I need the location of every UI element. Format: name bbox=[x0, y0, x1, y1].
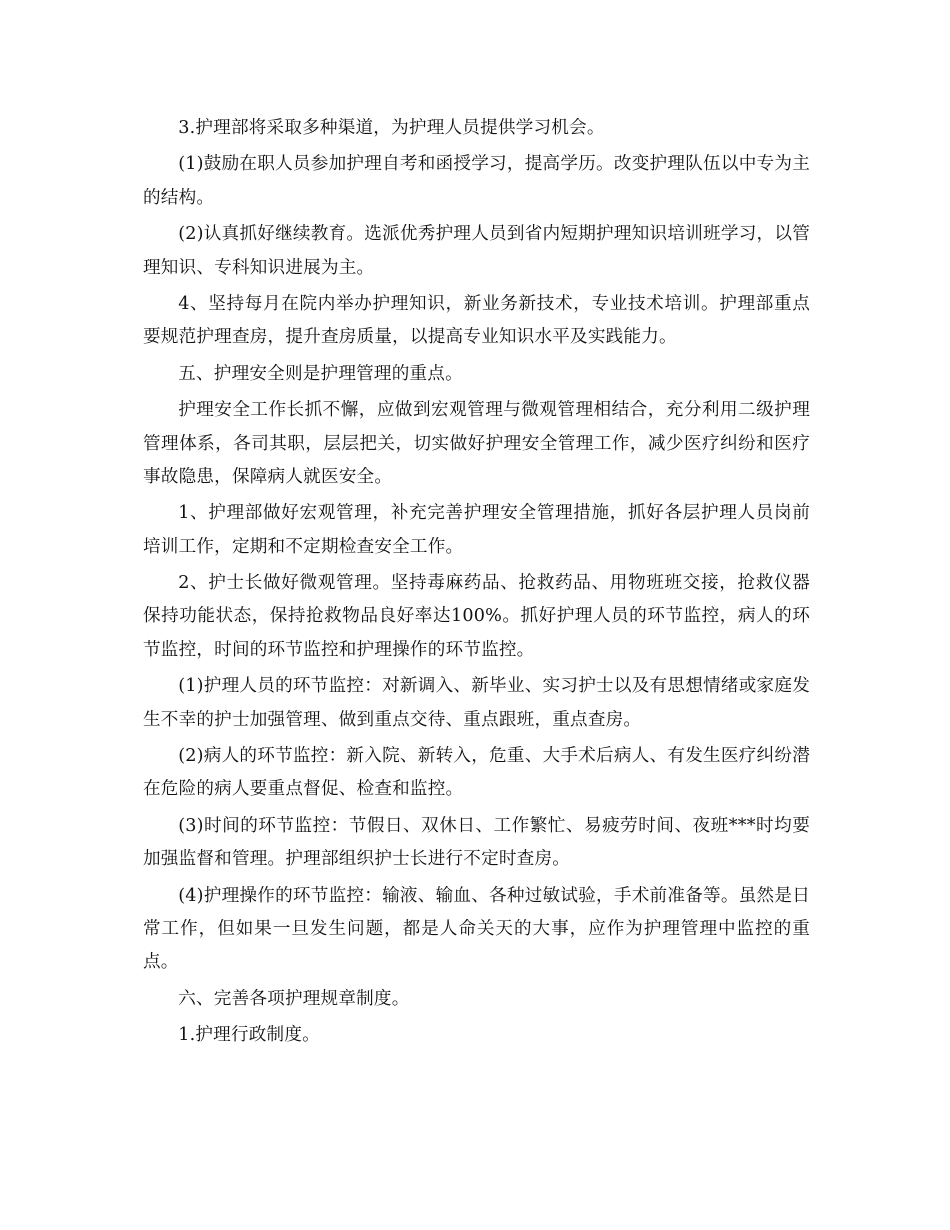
paragraph-macro-management: 1、护理部做好宏观管理，补充完善护理安全管理措施，抓好各层护理人员岗前培训工作，定期和不定期检查安全工作。 bbox=[143, 503, 810, 557]
paragraph-admin-rules: 1.护理行政制度。 bbox=[178, 1025, 320, 1046]
section-heading-safety: 五、护理安全则是护理管理的重点。 bbox=[178, 363, 463, 384]
paragraph-time-monitoring: (3)时间的环节监控：节假日、双休日、工作繁忙、易疲劳时间、夜班***时均要加强监督和管理。护理部组织护士长进行不定时查房。 bbox=[143, 815, 810, 870]
section-heading-regulations: 六、完善各项护理规章制度。 bbox=[178, 988, 410, 1009]
paragraph-safety-overview: 护理安全工作长抓不懈，应做到宏观管理与微观管理相结合，充分利用二级护理管理体系，各司其职，层层把关，切实做好护理安全管理工作，减少医疗纠纷和医疗事故隐患，保障病人就医安全。 bbox=[143, 400, 810, 487]
paragraph-staff-monitoring: (1)护理人员的环节监控：对新调入、新毕业、实习护士以及有思想情绪或家庭发生不幸的护士加强管理、做到重点交待、重点跟班，重点查房。 bbox=[143, 676, 810, 730]
paragraph-operation-monitoring: (4)护理操作的环节监控：输液、输血、各种过敏试验，手术前准备等。虽然是日常工作，但如果一旦发生问题，都是人命关天的大事，应作为护理管理中监控的重点。 bbox=[143, 885, 810, 973]
paragraph-micro-management: 2、护士长做好微观管理。坚持毒麻药品、抢救药品、用物班班交接，抢救仪器保持功能状态，保持抢救物品良好率达100%。抓好护理人员的环节监控，病人的环节监控，时间的环节监控和护理操作的环节监控。 bbox=[143, 573, 810, 660]
paragraph-continuing-education: (2)认真抓好继续教育。选派优秀护理人员到省内短期护理知识培训班学习，以管理知识、专科知识进展为主。 bbox=[143, 224, 810, 278]
paragraph-study-channels: 3.护理部将采取多种渠道，为护理人员提供学习机会。 bbox=[178, 118, 605, 138]
document-body bbox=[143, 112, 810, 1052]
paragraph-self-study: (1)鼓励在职人员参加护理自考和函授学习，提高学历。改变护理队伍以中专为主的结构。 bbox=[143, 154, 810, 208]
paragraph-patient-monitoring: (2)病人的环节监控：新入院、新转入，危重、大手术后病人、有发生医疗纠纷潜在危险的病人要重点督促、检查和监控。 bbox=[143, 746, 810, 800]
paragraph-monthly-training: 4、坚持每月在院内举办护理知识，新业务新技术，专业技术培训。护理部重点要规范护理查房，提升查房质量，以提高专业知识水平及实践能力。 bbox=[143, 294, 810, 348]
